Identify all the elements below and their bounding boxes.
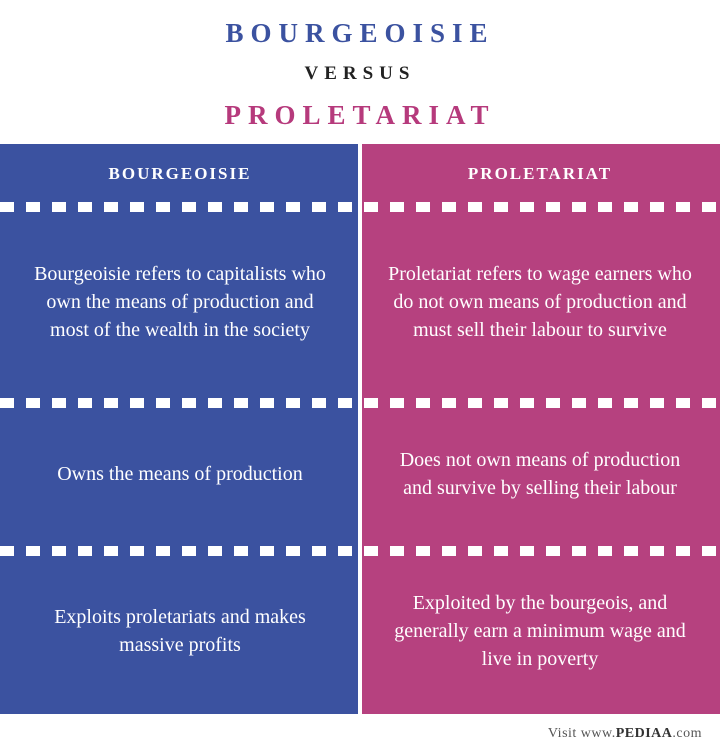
table-cell: Owns the means of production (57, 463, 303, 485)
title-block (0, 0, 720, 136)
table-cell: Bourgeoisie refers to capitalists who own the means of production and most of the wealth in the society (34, 263, 326, 341)
footer-visit-text: Visit www. (547, 726, 616, 741)
column-divider (358, 144, 362, 714)
table-cell: Proletariat refers to wage earners who do not own means of production and must sell their labour to survive (388, 263, 692, 341)
page-title-primary: BOURGEOISIE (225, 18, 495, 48)
page-title-versus: VERSUS (304, 63, 416, 84)
table-cell: Exploited by the bourgeois, and generally earn a minimum wage and live in poverty (394, 592, 686, 670)
table-cell: Exploits proletariats and makes massive profits (54, 606, 306, 656)
column-bourgeoisie (0, 144, 360, 714)
table-cell: Does not own means of production and survive by selling their labour (399, 449, 681, 499)
column-header-bourgeoisie: BOURGEOISIE (108, 164, 252, 183)
page-title-secondary: PROLETARIAT (224, 100, 496, 130)
comparison-table (0, 144, 720, 714)
footer-suffix: .com (672, 726, 702, 741)
column-header-proletariat: PROLETARIAT (467, 164, 613, 183)
footer-brand: PEDIAA (615, 726, 673, 741)
column-proletariat (360, 144, 720, 714)
footer-credit (548, 726, 702, 742)
